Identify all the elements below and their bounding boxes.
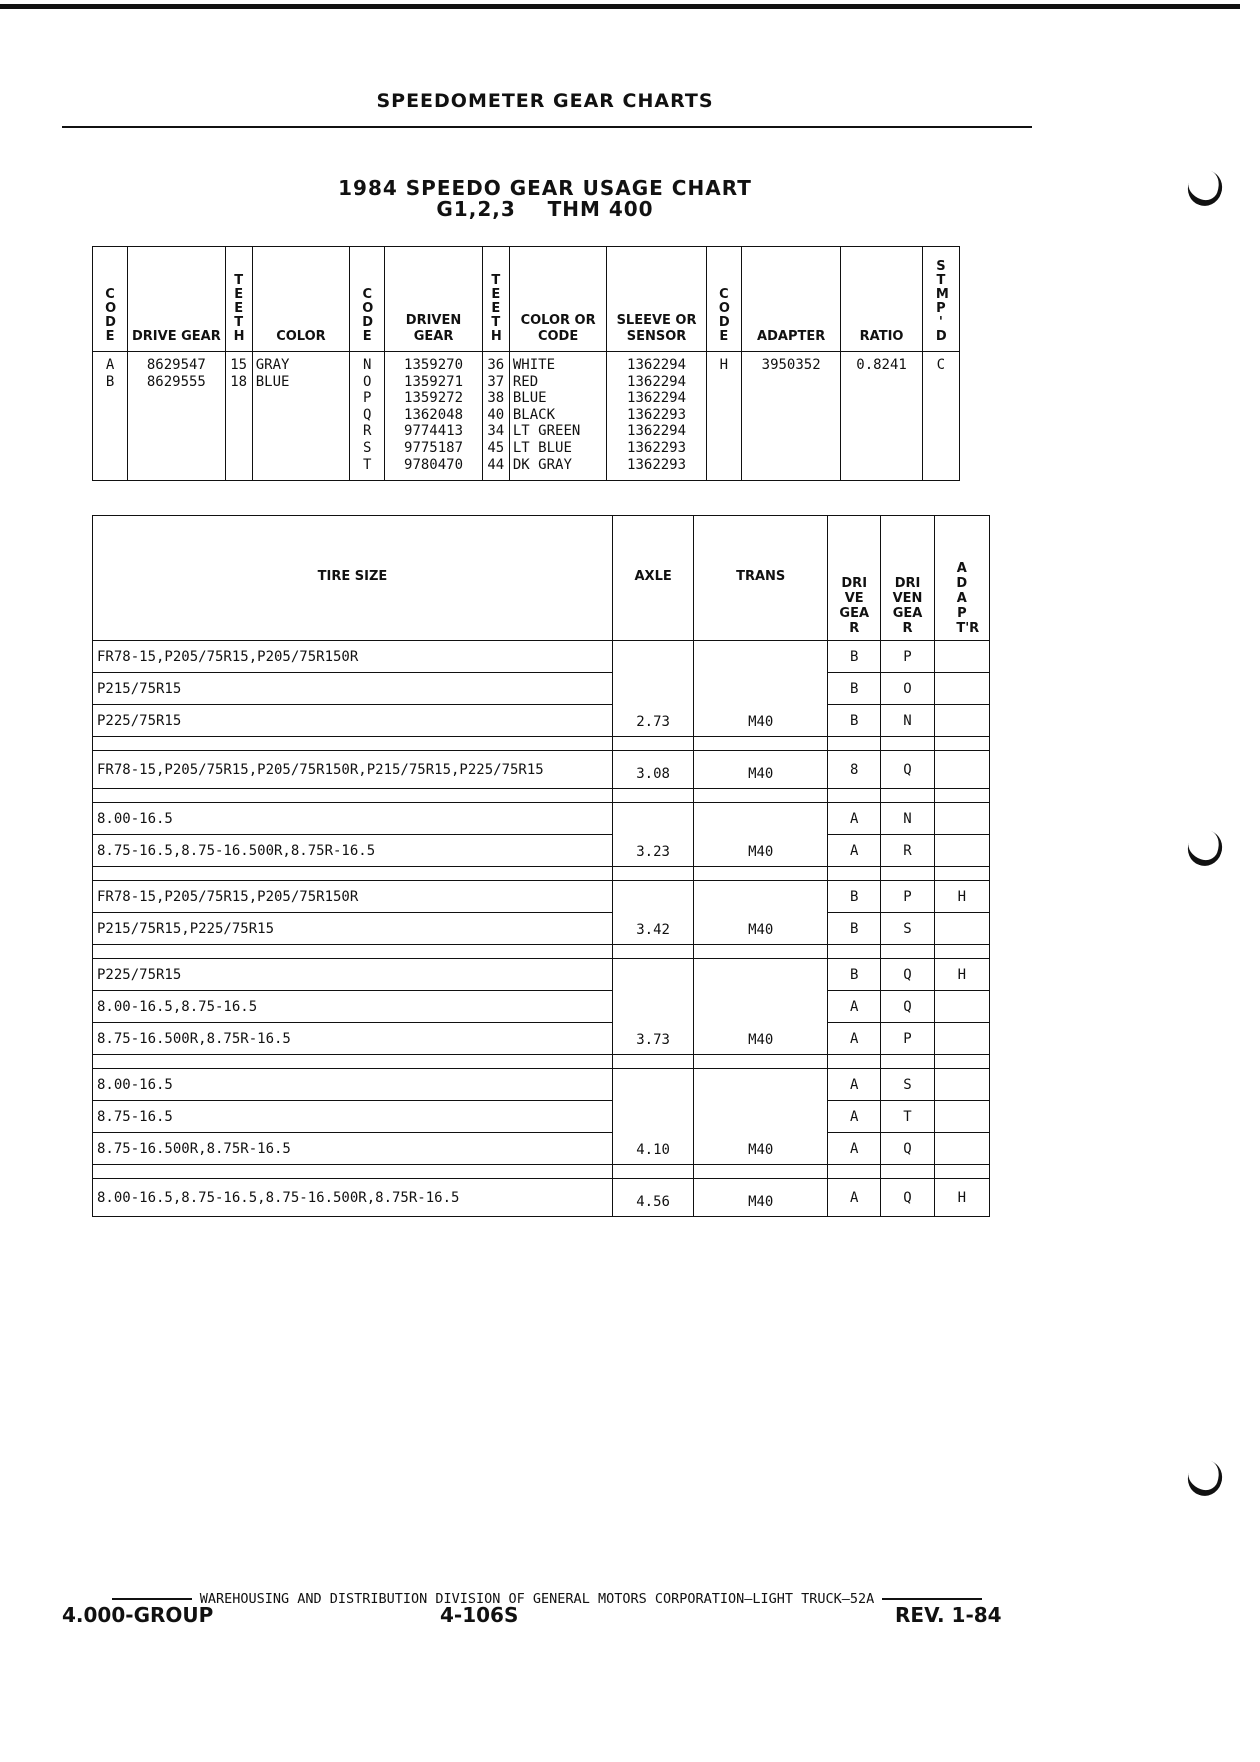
col-sleeve-sensor: SLEEVE OR SENSOR xyxy=(607,247,706,352)
col-ratio: RATIO xyxy=(841,247,922,352)
drive-gear-cell: A xyxy=(828,1069,881,1101)
driven-gear-cell: Q xyxy=(881,991,934,1023)
tire-size-cell: FR78-15,P205/75R15,P205/75R150R xyxy=(93,881,613,913)
col-stmpd: STMP'D xyxy=(922,247,959,352)
drive-gear-cell: B xyxy=(828,913,881,945)
adapter-cell xyxy=(934,673,989,705)
footer-rule-left xyxy=(112,1598,192,1600)
driven-gear: 1362048 xyxy=(404,406,464,423)
driven-gear-cell: R xyxy=(881,835,934,867)
table-row xyxy=(93,705,990,737)
separator-cell xyxy=(828,945,881,959)
table-row xyxy=(93,1133,990,1165)
group-separator xyxy=(93,789,990,803)
axle-cell: 4.56 xyxy=(612,1179,693,1217)
col-drive-gear: DRIVE GEAR xyxy=(828,516,881,641)
tire-size-cell: 8.75-16.5 xyxy=(93,1101,613,1133)
table-row xyxy=(93,959,990,991)
driven-teeth: 40 xyxy=(487,406,505,423)
drive-gear-cell: A xyxy=(828,1023,881,1055)
trans-cell: M40 xyxy=(694,959,828,1055)
driven-gear-cell: Q xyxy=(881,751,934,789)
tire-size-cell: 8.00-16.5,8.75-16.5 xyxy=(93,991,613,1023)
separator-cell xyxy=(881,867,934,881)
drive-gear-cell: A xyxy=(828,1101,881,1133)
driven-code: S xyxy=(363,439,372,456)
sleeve-number: 1362293 xyxy=(627,406,687,423)
title-rule xyxy=(62,126,1032,128)
driven-teeth: 34 xyxy=(487,423,505,440)
driven-color-cell xyxy=(509,352,606,481)
ratio-cell: 0.8241 xyxy=(841,352,922,481)
separator-cell xyxy=(828,1055,881,1069)
separator-cell xyxy=(93,1055,613,1069)
footer-group: 4.000-GROUP xyxy=(62,1603,214,1627)
col-teeth: TEETH xyxy=(225,247,252,352)
tire-size-cell: FR78-15,P205/75R15,P205/75R150R xyxy=(93,641,613,673)
separator-cell xyxy=(93,789,613,803)
col-code-3: CODE xyxy=(706,247,741,352)
group-separator xyxy=(93,1055,990,1069)
table-row xyxy=(93,1179,990,1217)
col-color-code: COLOR OR CODE xyxy=(509,247,606,352)
col-teeth-2: TEETH xyxy=(482,247,509,352)
driven-code: R xyxy=(363,423,372,440)
separator-cell xyxy=(934,737,989,751)
table-row xyxy=(93,1023,990,1055)
footer-rule-right xyxy=(882,1598,982,1600)
drive-gear-cell: A xyxy=(828,991,881,1023)
drive-teeth-cell xyxy=(225,352,252,481)
drive-gear-cell: A xyxy=(828,1133,881,1165)
col-code-2: CODE xyxy=(350,247,385,352)
separator-cell xyxy=(612,789,693,803)
adapter-cell xyxy=(934,803,989,835)
separator-cell xyxy=(934,1165,989,1179)
separator-cell xyxy=(934,789,989,803)
tire-size-cell: P215/75R15,P225/75R15 xyxy=(93,913,613,945)
driven-gear: 9774413 xyxy=(404,423,464,440)
driven-teeth-cell xyxy=(482,352,509,481)
tire-size-cell: 8.00-16.5 xyxy=(93,803,613,835)
table-row xyxy=(93,991,990,1023)
drive-code-cell xyxy=(93,352,128,481)
tire-size-cell: P225/75R15 xyxy=(93,705,613,737)
drive-gear: 8629547 xyxy=(146,357,206,373)
separator-cell xyxy=(694,737,828,751)
drive-gear-cell: B xyxy=(828,705,881,737)
top-border xyxy=(0,4,1240,9)
driven-teeth: 38 xyxy=(487,390,505,407)
drive-code: A xyxy=(105,357,115,373)
driven-gear: 1359270 xyxy=(404,357,464,373)
drive-gear-cell: B xyxy=(828,673,881,705)
table-row xyxy=(93,913,990,945)
driven-color: BLUE xyxy=(512,390,547,407)
table-row xyxy=(93,673,990,705)
adapter-cell xyxy=(934,1133,989,1165)
sleeve-cell xyxy=(607,352,706,481)
drive-gear-cell: A xyxy=(828,1179,881,1217)
table-row xyxy=(93,641,990,673)
chart-title: 1984 SPEEDO GEAR USAGE CHART xyxy=(338,176,752,200)
gear-table xyxy=(92,246,960,481)
separator-cell xyxy=(612,945,693,959)
col-driven-gear: DRIVEN GEAR xyxy=(385,247,482,352)
tire-size-cell: P215/75R15 xyxy=(93,673,613,705)
trans-cell: M40 xyxy=(694,1069,828,1165)
col-drive-gear: DRIVE GEAR xyxy=(128,247,225,352)
drive-gear-cell: 8 xyxy=(828,751,881,789)
tire-size-cell: FR78-15,P205/75R15,P205/75R150R,P215/75R15,P225/75R15 xyxy=(93,751,613,789)
sleeve-number: 1362294 xyxy=(627,357,687,373)
table-row xyxy=(93,803,990,835)
driven-gear-cell xyxy=(385,352,482,481)
drive-code: B xyxy=(105,373,115,390)
separator-cell xyxy=(828,1165,881,1179)
tire-size-cell: 8.75-16.5,8.75-16.500R,8.75R-16.5 xyxy=(93,835,613,867)
binder-hole-mark xyxy=(1183,165,1227,210)
group-separator xyxy=(93,867,990,881)
driven-gear: 9780470 xyxy=(404,456,464,473)
adapter-cell xyxy=(934,1023,989,1055)
driven-gear-cell: N xyxy=(881,705,934,737)
footer-revision: REV. 1-84 xyxy=(895,1603,1002,1627)
page-title: SPEEDOMETER GEAR CHARTS xyxy=(376,90,714,112)
tire-size-table xyxy=(92,515,990,1217)
adapter-code-cell: H xyxy=(706,352,741,481)
table-row xyxy=(93,835,990,867)
trans-cell: M40 xyxy=(694,751,828,789)
tire-size-cell: 8.00-16.5,8.75-16.5,8.75-16.500R,8.75R-16.5 xyxy=(93,1179,613,1217)
separator-cell xyxy=(612,1055,693,1069)
drive-gear: 8629555 xyxy=(146,373,206,390)
driven-gear: 1359271 xyxy=(404,373,464,390)
table-row xyxy=(93,1069,990,1101)
adapter-cell xyxy=(934,913,989,945)
separator-cell xyxy=(934,867,989,881)
driven-gear-cell: P xyxy=(881,641,934,673)
separator-cell xyxy=(694,945,828,959)
tire-size-cell: P225/75R15 xyxy=(93,959,613,991)
col-tire-size: TIRE SIZE xyxy=(93,516,613,641)
driven-gear-cell: P xyxy=(881,1023,934,1055)
group-separator xyxy=(93,1165,990,1179)
footer-division-text: WAREHOUSING AND DISTRIBUTION DIVISION OF GENERAL MOTORS CORPORATION—LIGHT TRUCK—52A xyxy=(199,1591,875,1607)
separator-cell xyxy=(881,737,934,751)
col-driven-gear: DRIVEN GEAR xyxy=(881,516,934,641)
drive-color: GRAY xyxy=(255,357,290,373)
adapter-cell xyxy=(934,705,989,737)
separator-cell xyxy=(694,789,828,803)
separator-cell xyxy=(881,1055,934,1069)
sleeve-number: 1362293 xyxy=(627,456,687,473)
separator-cell xyxy=(694,1055,828,1069)
col-adapter: ADAPTER xyxy=(741,247,840,352)
adapter-cell: H xyxy=(934,959,989,991)
drive-gear-cell: A xyxy=(828,803,881,835)
driven-code: O xyxy=(363,373,372,390)
drive-color: BLUE xyxy=(255,373,290,390)
sleeve-number: 1362294 xyxy=(627,373,687,390)
driven-color: WHITE xyxy=(512,357,556,373)
driven-teeth: 36 xyxy=(487,357,505,373)
driven-code: T xyxy=(363,456,372,473)
driven-teeth: 37 xyxy=(487,373,505,390)
separator-cell xyxy=(934,945,989,959)
separator-cell xyxy=(828,737,881,751)
separator-cell xyxy=(881,1165,934,1179)
separator-cell xyxy=(612,867,693,881)
driven-gear-cell: S xyxy=(881,913,934,945)
adapter-cell xyxy=(934,641,989,673)
separator-cell xyxy=(612,737,693,751)
group-separator xyxy=(93,945,990,959)
driven-code: P xyxy=(363,390,372,407)
separator-cell xyxy=(934,1055,989,1069)
binder-hole-mark xyxy=(1183,825,1227,870)
driven-gear: 9775187 xyxy=(404,439,464,456)
drive-color-cell xyxy=(252,352,349,481)
adapter-cell: 3950352 xyxy=(741,352,840,481)
trans-cell: M40 xyxy=(694,803,828,867)
driven-color: DK GRAY xyxy=(512,456,572,473)
tire-size-cell: 8.75-16.500R,8.75R-16.5 xyxy=(93,1023,613,1055)
adapter-cell: H xyxy=(934,1179,989,1217)
driven-code: Q xyxy=(363,406,372,423)
driven-gear-cell: Q xyxy=(881,959,934,991)
stmpd-cell: C xyxy=(922,352,959,481)
drive-gear-cell: A xyxy=(828,835,881,867)
driven-color: LT GREEN xyxy=(512,423,581,440)
tire-size-cell: 8.00-16.5 xyxy=(93,1069,613,1101)
group-separator xyxy=(93,737,990,751)
col-code: CODE xyxy=(93,247,128,352)
adapter-cell xyxy=(934,835,989,867)
driven-gear-cell: S xyxy=(881,1069,934,1101)
separator-cell xyxy=(93,1165,613,1179)
driven-gear-cell: P xyxy=(881,881,934,913)
adapter-cell xyxy=(934,991,989,1023)
table-row xyxy=(93,751,990,789)
tire-size-cell: 8.75-16.500R,8.75R-16.5 xyxy=(93,1133,613,1165)
table-row xyxy=(93,1101,990,1133)
driven-gear-cell: O xyxy=(881,673,934,705)
driven-color: BLACK xyxy=(512,406,556,423)
separator-cell xyxy=(694,1165,828,1179)
binder-hole-mark xyxy=(1183,1455,1227,1500)
driven-code-cell xyxy=(350,352,385,481)
trans-cell: M40 xyxy=(694,881,828,945)
separator-cell xyxy=(612,1165,693,1179)
sleeve-number: 1362294 xyxy=(627,390,687,407)
axle-cell: 3.73 xyxy=(612,959,693,1055)
separator-cell xyxy=(881,789,934,803)
separator-cell xyxy=(694,867,828,881)
driven-gear-cell: T xyxy=(881,1101,934,1133)
table-row xyxy=(93,881,990,913)
driven-color: LT BLUE xyxy=(512,439,572,456)
separator-cell xyxy=(828,789,881,803)
drive-gear-cell: B xyxy=(828,641,881,673)
driven-gear-cell: Q xyxy=(881,1133,934,1165)
col-trans: TRANS xyxy=(694,516,828,641)
sleeve-number: 1362294 xyxy=(627,423,687,440)
driven-teeth: 44 xyxy=(487,456,505,473)
driven-gear: 1359272 xyxy=(404,390,464,407)
footer-page-number: 4-106S xyxy=(440,1603,519,1627)
adapter-cell: H xyxy=(934,881,989,913)
driven-code: N xyxy=(363,357,372,373)
adapter-cell xyxy=(934,751,989,789)
axle-cell: 2.73 xyxy=(612,641,693,737)
axle-cell: 3.42 xyxy=(612,881,693,945)
chart-subtitle: G1,2,3 THM 400 xyxy=(436,197,654,221)
drive-gear-cell xyxy=(128,352,225,481)
axle-cell: 3.08 xyxy=(612,751,693,789)
driven-teeth: 45 xyxy=(487,439,505,456)
driven-gear-cell: Q xyxy=(881,1179,934,1217)
col-color: COLOR xyxy=(252,247,349,352)
sleeve-number: 1362293 xyxy=(627,439,687,456)
col-axle: AXLE xyxy=(612,516,693,641)
separator-cell xyxy=(881,945,934,959)
trans-cell: M40 xyxy=(694,1179,828,1217)
trans-cell: M40 xyxy=(694,641,828,737)
separator-cell xyxy=(93,737,613,751)
drive-teeth: 18 xyxy=(230,373,248,390)
adapter-cell xyxy=(934,1101,989,1133)
separator-cell xyxy=(93,945,613,959)
separator-cell xyxy=(93,867,613,881)
drive-teeth: 15 xyxy=(230,357,248,373)
separator-cell xyxy=(828,867,881,881)
axle-cell: 4.10 xyxy=(612,1069,693,1165)
axle-cell: 3.23 xyxy=(612,803,693,867)
driven-gear-cell: N xyxy=(881,803,934,835)
adapter-cell xyxy=(934,1069,989,1101)
driven-color: RED xyxy=(512,373,539,390)
drive-gear-cell: B xyxy=(828,959,881,991)
col-adapter: ADAPT'R xyxy=(934,516,989,641)
drive-gear-cell: B xyxy=(828,881,881,913)
